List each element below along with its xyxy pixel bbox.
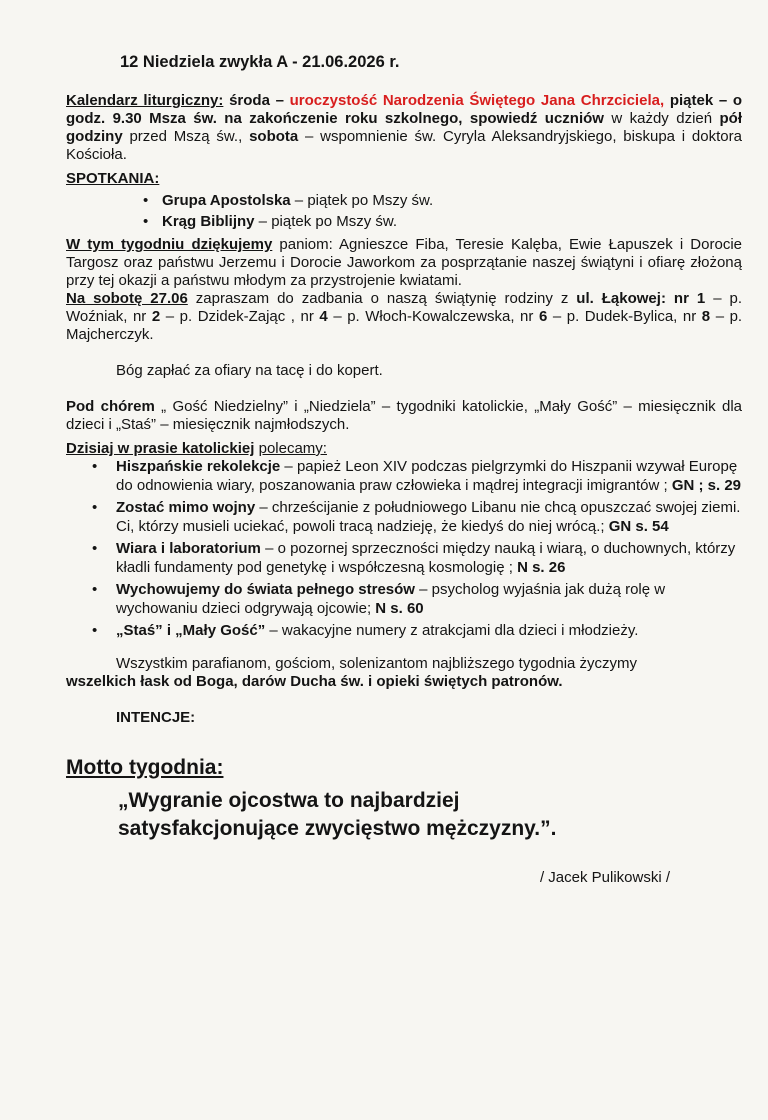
house-number: nr 1 — [673, 290, 706, 307]
article-ref: N s. 60 — [371, 599, 424, 617]
wishes-bold: wszelkich łask od Boga, darów Ducha św. i opieki świętych patronów. — [66, 672, 563, 690]
meetings-heading: SPOTKANIA: — [66, 170, 160, 187]
intentions-heading: INTENCJE: — [116, 708, 196, 726]
wishes-text: Wszystkim parafianom, gościom, solenizantom najbliższego tygodnia życzymy — [116, 654, 638, 672]
article-summary: – wakacyjne numery z atrakcjami dla dzieci i młodzieży. — [265, 622, 639, 639]
cleaning-paragraph — [66, 290, 742, 344]
list-item — [116, 581, 742, 618]
thanks-lead: W tym tygodniu dziękujemy — [66, 236, 273, 253]
motto-author: / Jacek Pulikowski / — [539, 868, 670, 886]
article-summary: – chrześcijanie z południowego Libanu nie chcą opuszczać swojej ziemi. Ci, którzy musieli uciekać, powoli tracą nadzieję, że kiedyś do niej wrócą.; — [116, 499, 741, 535]
announcement-sheet — [66, 52, 742, 887]
calendar-wednesday: środa – — [229, 92, 284, 109]
motto-heading: Motto tygodnia: — [66, 755, 224, 779]
cleaning-street: ul. Łąkowej: — [576, 290, 666, 307]
article-title: „Staś” i „Mały Gość” — [116, 622, 266, 639]
press-list — [66, 458, 742, 641]
meeting-time: – piątek po Mszy św. — [254, 213, 398, 230]
choir-paragraph — [66, 398, 742, 434]
motto-line: satysfakcjonujące zwycięstwo mężczyzny.”. — [118, 816, 557, 840]
calendar-half-hour: pół godziny — [66, 110, 743, 145]
list-item — [116, 458, 742, 495]
family-name: – p. Dudek-Bylica, nr — [552, 308, 697, 325]
cleaning-text: zapraszam do zadbania o naszą świątynię rodziny z — [195, 290, 569, 307]
thanks-text: paniom: Agnieszce Fiba, Teresie Kalęba, Ewie Łapuszek i Dorocie Targosz oraz państwu Jerzemu i Dorocie Jaworkom za posprzątanie naszej świątyni i ofiarę złożoną przy tej okazji a państwu młodym za przystrojenie kwiatami. — [66, 236, 742, 289]
article-summary: – psycholog wyjaśnia jak dużą rolę w wychowaniu dzieci odgrywają ojcowie; — [116, 581, 666, 617]
house-number: 2 — [151, 308, 161, 325]
article-summary: – o pozornej sprzeczności między nauką i wiarą, o duchownych, którzy kładli fundamenty pod genetykę i współczesną kosmologię ; — [116, 540, 736, 576]
list-item — [116, 622, 742, 641]
choir-text: „ Gość Niedzielny” i „Niedziela” – tygodniki katolickie, „Mały Gość” – miesięcznik dla dzieci i „Staś” – miesięcznik najmłodszych. — [66, 398, 742, 433]
calendar-text: w każdy dzień — [611, 110, 713, 127]
motto-quote — [118, 787, 742, 843]
article-title: Wiara i laboratorium — [116, 540, 261, 557]
article-title: Zostać mimo wojny — [116, 499, 256, 516]
article-summary: – papież Leon XIV podczas pielgrzymki do Hiszpanii wzywał Europę do odnowienia wiary, poszanowania praw człowieka i mądrej integracji imigrantów ; — [116, 458, 738, 494]
family-name: – p. Dzidek-Zając , nr — [165, 308, 314, 325]
calendar-feast: uroczystość Narodzenia Świętego Jana Chrzciciela, — [289, 92, 665, 109]
meeting-time: – piątek po Mszy św. — [290, 192, 434, 209]
calendar-paragraph — [66, 92, 742, 164]
calendar-saturday-text: – wspomnienie św. Cyryla Aleksandryjskiego, biskupa i doktora Kościoła. — [66, 128, 742, 163]
article-ref: N s. 26 — [512, 558, 566, 576]
family-name: – p. Włoch-Kowalczewska, nr — [333, 308, 534, 325]
page-title: 12 Niedziela zwykła A - 21.06.2026 r. — [120, 53, 400, 71]
cleaning-lead: Na sobotę 27.06 — [66, 290, 188, 307]
press-heading — [66, 440, 742, 458]
press-heading-label: Dzisiaj w prasie katolickiej — [66, 440, 255, 457]
family-name: – p. Woźniak, nr — [66, 290, 742, 325]
house-number: 8 — [701, 308, 711, 325]
motto-line: „Wygranie ojcostwa to najbardziej — [118, 788, 460, 812]
house-number: 4 — [319, 308, 328, 325]
list-item — [116, 499, 742, 536]
article-title: Wychowujemy do świata pełnego stresów — [116, 581, 415, 598]
calendar-text-2: przed Mszą św., — [129, 128, 243, 145]
list-item — [162, 211, 742, 232]
meetings-list — [66, 190, 742, 232]
meeting-name: Grupa Apostolska — [162, 192, 291, 209]
article-title: Hiszpańskie rekolekcje — [116, 458, 281, 475]
article-ref: GN s. 54 — [604, 517, 669, 535]
family-name: – p. Majcherczyk. — [66, 308, 743, 343]
list-item — [162, 190, 742, 211]
house-number: 6 — [538, 308, 548, 325]
article-ref: GN ; s. 29 — [667, 476, 742, 494]
thanks-paragraph — [66, 236, 742, 290]
calendar-label: Kalendarz liturgiczny: — [66, 92, 224, 109]
calendar-friday: piątek – o godz. 9.30 Msza św. na zakończenie roku szkolnego, spowiedź uczniów — [66, 92, 743, 127]
choir-lead: Pod chórem — [66, 398, 155, 415]
list-item — [116, 540, 742, 577]
calendar-saturday: sobota — [249, 128, 299, 145]
wishes-paragraph — [66, 655, 742, 673]
offering-text: Bóg zapłać za ofiary na tacę i do kopert. — [116, 362, 383, 379]
press-heading-tail: polecamy: — [258, 440, 327, 457]
meeting-name: Krąg Biblijny — [162, 213, 255, 230]
